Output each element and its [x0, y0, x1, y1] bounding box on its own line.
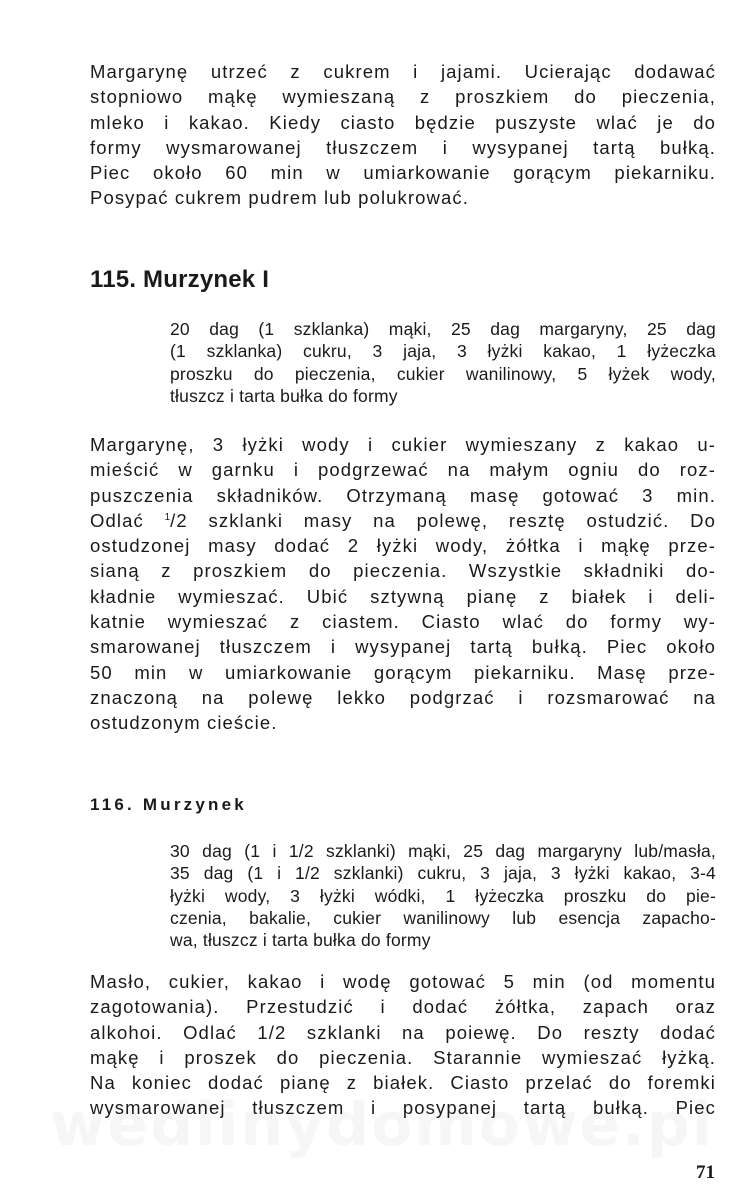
fraction-slash: /: [170, 509, 177, 531]
text-line: stopniowo mąkę wymieszaną z proszkiem do pieczenia,: [90, 86, 716, 108]
text-line: formy wysmarowanej tłuszczem i wysypanej tartą bułką.: [90, 136, 716, 158]
text-line: Posypać cukrem pudrem lub polukrować.: [90, 187, 469, 209]
text-line: kładnie wymieszać. Ubić sztywną pianę z białek i deli-: [90, 585, 716, 607]
ingredient-line: 20 dag (1 szklanka) mąki, 25 dag margaryny, 25 dag: [170, 319, 716, 339]
recipe-115-method: [90, 432, 716, 736]
text-line: smarowanej tłuszczem i wysypanej tartą bułką. Piec około: [90, 636, 716, 658]
text-line: ostudzonym cieście.: [90, 712, 278, 734]
text-line: sianą z proszkiem do pieczenia. Wszystkie składniki do-: [90, 560, 716, 582]
ingredient-line: 30 dag (1 i 1/2 szklanki) mąki, 25 dag margaryny lub/masła,: [170, 841, 716, 861]
recipe-115-ingredients: [170, 318, 716, 407]
ingredient-line: proszku do pieczenia, cukier wanilinowy, 5 łyżek wody,: [170, 363, 716, 384]
text-fragment: Odlać: [90, 509, 165, 531]
fraction-numerator: 1: [164, 511, 171, 523]
recipe-115-title: 115. Murzynek I: [90, 266, 270, 293]
text-fragment: szklanki masy na polewę, resztę ostudzić. Do: [187, 509, 716, 531]
ingredient-line: czenia, bakalie, cukier wanilinowy lub esencja zapacho-: [170, 907, 716, 928]
page-number: 71: [696, 1162, 715, 1183]
text-line: [90, 508, 716, 533]
ingredient-line: łyżki wody, 3 łyżki wódki, 1 łyżeczka proszku do pie-: [170, 885, 716, 906]
fraction-denominator: 2: [176, 509, 188, 531]
text-line: alkohoi. Odlać 1/2 szklanki na poiewę. Do reszty dodać: [90, 1021, 716, 1043]
text-line: Piec około 60 min w umiarkowanie gorącym piekarniku.: [90, 162, 716, 184]
ingredient-line: (1 szklanka) cukru, 3 jaja, 3 łyżki kakao, 1 łyżeczka: [170, 341, 716, 362]
text-line: wysmarowanej tłuszczem i posypanej tartą bułką. Piec: [90, 1097, 716, 1119]
intro-paragraph: [90, 59, 716, 211]
text-line: ostudzonej masy dodać 2 łyżki wody, żółtka i mąkę prze-: [90, 535, 716, 557]
text-line: mieścić w garnku i podgrzewać na małym ogniu do roz-: [90, 459, 716, 481]
text-line: mąkę i proszek do pieczenia. Starannie wymieszać łyżką.: [90, 1046, 716, 1068]
ingredient-line: tłuszcz i tarta bułka do formy: [170, 385, 398, 406]
text-line: puszczenia składników. Otrzymaną masę gotować 3 min.: [90, 484, 716, 506]
text-line: mleko i kakao. Kiedy ciasto będzie puszyste wlać je do: [90, 111, 716, 133]
text-line: Masło, cukier, kakao i wodę gotować 5 min (od momentu: [90, 971, 716, 992]
text-line: 50 min w umiarkowanie gorącym piekarniku. Masę prze-: [90, 661, 716, 683]
text-line: znaczoną na polewę lekko podgrzać i rozsmarować na: [90, 686, 716, 708]
text-line: Na koniec dodać pianę z białek. Ciasto przelać do foremki: [90, 1072, 716, 1094]
text-line: katnie wymieszać z ciastem. Ciasto wlać do formy wy-: [90, 611, 716, 633]
text-line: Margarynę, 3 łyżki wody i cukier wymieszany z kakao u-: [90, 434, 716, 455]
ingredient-line: wa, tłuszcz i tarta bułka do formy: [170, 930, 431, 951]
recipe-116-method: [90, 969, 716, 1121]
text-line: Margarynę utrzeć z cukrem i jajami. Ucierając dodawać: [90, 61, 716, 82]
text-line: zagotowania). Przestudzić i dodać żółtka, zapach oraz: [90, 996, 716, 1018]
recipe-116-title: 116. Murzynek: [90, 795, 247, 814]
ingredient-line: 35 dag (1 i 1/2 szklanki) cukru, 3 jaja, 3 łyżki kakao, 3-4: [170, 863, 716, 884]
recipe-116-ingredients: [170, 840, 716, 951]
